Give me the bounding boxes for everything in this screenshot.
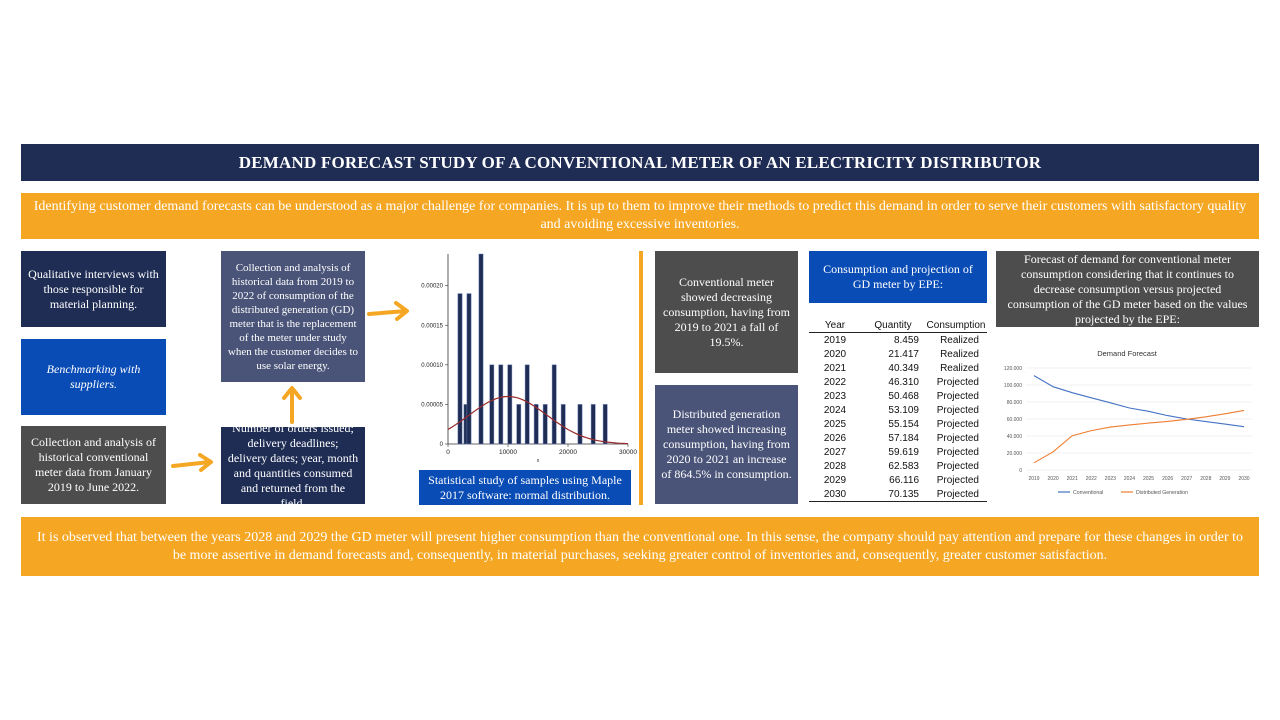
y-tick-label: 0: [439, 442, 443, 448]
quantity-cell: 66.116: [889, 474, 919, 486]
consumption-table: [809, 318, 987, 502]
y-tick-label: 0: [1019, 468, 1022, 474]
year-cell: 2028: [823, 460, 847, 472]
consumption-cell: Projected: [936, 446, 979, 458]
interviews-box: Qualitative interviews with those responsible for material planning.: [21, 251, 166, 327]
consumption-cell: Projected: [936, 376, 979, 388]
x-tick-label: 2027: [1181, 476, 1193, 482]
year-cell: 2026: [823, 432, 847, 444]
consumption-cell: Realized: [940, 334, 979, 346]
orders-box: Number of orders issued; delivery deadlines; delivery dates; year, month and quantities consumed and returned from the field.: [221, 427, 365, 504]
y-tick-label: 20.000: [1006, 451, 1022, 457]
divider-line: [639, 251, 643, 505]
quantity-cell: 40.349: [888, 362, 919, 374]
table-row: [809, 347, 987, 361]
x-tick-label: 2026: [1162, 476, 1174, 482]
histogram-bar: [543, 404, 547, 444]
histogram-bar: [479, 254, 483, 444]
histogram-bar: [499, 365, 503, 444]
quantity-cell: 50.468: [888, 390, 919, 402]
quantity-cell: 8.459: [893, 334, 919, 346]
table-header-year: Year: [809, 318, 861, 333]
y-tick-label: 40.000: [1006, 434, 1022, 440]
conventional-data-box: Collection and analysis of historical conventional meter data from January 2019 to June 2022.: [21, 426, 166, 504]
arrow-right-icon-2: [366, 300, 414, 324]
intro-banner: Identifying customer demand forecasts can be understood as a major challenge for companies. It is up to them to improve their methods to predict this demand in order to serve their customers with satisfactory quality and avoiding excessive inventories.: [21, 193, 1259, 239]
year-cell: 2021: [823, 362, 847, 374]
quantity-cell: 57.184: [888, 432, 919, 444]
consumption-cell: Realized: [940, 362, 979, 374]
year-cell: 2027: [823, 446, 847, 458]
conclusion-banner: It is observed that between the years 2028 and 2029 the GD meter will present higher consumption than the conventional one. In this sense, the company should pay attention and prepare for these changes in order to be more assertive in demand forecasts and, consequently, in material purchases, seeking greater control of inventories and, consequently, greater customer satisfaction.: [21, 517, 1259, 576]
table-row: [809, 445, 987, 459]
table-header-consumption: Consumption: [926, 319, 986, 331]
year-cell: 2019: [823, 334, 847, 346]
histogram-bar: [591, 404, 595, 444]
table-row: [809, 361, 987, 375]
x-tick-label: 2021: [1066, 476, 1078, 482]
x-tick-label: 2025: [1142, 476, 1155, 482]
chart-title: Demand Forecast: [1097, 349, 1157, 358]
consumption-cell: Realized: [940, 348, 979, 360]
x-tick-label: 2029: [1219, 476, 1231, 482]
histogram-bar: [561, 404, 565, 444]
benchmarking-box: Benchmarking with suppliers.: [21, 339, 166, 415]
poster-title: DEMAND FORECAST STUDY OF A CONVENTIONAL METER OF AN ELECTRICITY DISTRIBUTOR: [21, 144, 1259, 181]
histogram-bar: [552, 365, 556, 444]
table-row: [809, 473, 987, 487]
histogram-bar: [578, 404, 582, 444]
quantity-cell: 21.417: [888, 348, 919, 360]
histogram-bar: [603, 404, 607, 444]
x-tick-label: 0: [446, 449, 450, 456]
year-cell: 2030: [809, 487, 861, 502]
quantity-cell: 53.109: [888, 404, 919, 416]
year-cell: 2022: [823, 376, 847, 388]
demand-forecast-chart: [996, 335, 1259, 505]
quantity-cell: 59.619: [888, 446, 919, 458]
table-row: [809, 389, 987, 403]
table-row: [809, 375, 987, 389]
year-cell: 2024: [823, 404, 847, 416]
x-tick-label: 10000: [498, 449, 518, 456]
year-cell: 2023: [823, 390, 847, 402]
table-row: [809, 333, 987, 348]
x-tick-label: 2023: [1104, 476, 1116, 482]
table-row: [809, 417, 987, 431]
y-tick-label: 0.00015: [421, 323, 443, 330]
consumption-title-box: Consumption and projection of GD meter by EPE:: [809, 251, 987, 303]
arrow-right-icon: [170, 454, 218, 474]
legend-label: Distributed Generation: [1136, 490, 1188, 496]
consumption-cell: Projected: [936, 418, 979, 430]
y-tick-label: 0.00020: [421, 283, 443, 290]
x-tick-label: 2022: [1085, 476, 1097, 482]
consumption-cell: Projected: [936, 460, 979, 472]
legend-label: Conventional: [1073, 490, 1104, 496]
quantity-cell: 55.154: [888, 418, 919, 430]
x-tick-label: 20000: [558, 449, 578, 456]
table-row: [809, 431, 987, 445]
table-header-quantity: Quantity: [861, 318, 925, 333]
y-tick-label: 0.00010: [421, 362, 443, 369]
x-tick-label: 2020: [1047, 476, 1059, 482]
consumption-cell: Projected: [936, 474, 979, 486]
x-axis-label: x: [536, 458, 540, 464]
year-cell: 2020: [823, 348, 847, 360]
table-row: [809, 459, 987, 473]
table-row: [809, 403, 987, 417]
table-row: [809, 487, 987, 502]
quantity-cell: 70.135: [861, 487, 925, 502]
x-tick-label: 2024: [1123, 476, 1136, 482]
x-tick-label: 2019: [1028, 476, 1040, 482]
x-tick-label: 30000: [618, 449, 638, 456]
quantity-cell: 62.583: [888, 460, 919, 472]
x-tick-label: 2028: [1200, 476, 1212, 482]
quantity-cell: 46.310: [888, 376, 919, 388]
histogram-bar: [467, 294, 471, 444]
consumption-cell: Projected: [936, 432, 979, 444]
histogram-bar: [490, 365, 494, 444]
year-cell: 2025: [823, 418, 847, 430]
maple-caption: Statistical study of samples using Maple 2017 software: normal distribution.: [419, 470, 631, 505]
y-tick-label: 80.000: [1006, 400, 1022, 406]
histogram-bar: [525, 365, 529, 444]
forecast-title-box: Forecast of demand for conventional meter consumption considering that it continues to decrease consumption versus projected consumption of the GD meter based on the values projected by the EPE:: [996, 251, 1259, 327]
y-tick-label: 100.000: [1003, 383, 1022, 389]
y-tick-label: 60.000: [1006, 417, 1022, 423]
series-line-distributed-generation: [1034, 410, 1244, 462]
x-tick-label: 2030: [1238, 476, 1250, 482]
y-tick-label: 0.00005: [421, 402, 443, 409]
consumption-cell: Projected: [925, 487, 987, 502]
gd-result-box: Distributed generation meter showed increasing consumption, having from 2020 to 2021 an increase of 864.5% in consumption.: [655, 385, 798, 504]
gd-data-box: Collection and analysis of historical data from 2019 to 2022 of consumption of the distributed generation (GD) meter that is the replacement of the meter under study when the customer decides to use solar energy.: [221, 251, 365, 382]
y-tick-label: 120.000: [1003, 366, 1022, 372]
conventional-result-box: Conventional meter showed decreasing consumption, having from 2019 to 2021 a fall of 19.5%.: [655, 251, 798, 373]
histogram-chart: [410, 250, 638, 465]
consumption-cell: Projected: [936, 390, 979, 402]
histogram-bar: [508, 365, 512, 444]
year-cell: 2029: [823, 474, 847, 486]
histogram-bar: [517, 404, 521, 444]
histogram-bar: [534, 404, 538, 444]
consumption-cell: Projected: [936, 404, 979, 416]
